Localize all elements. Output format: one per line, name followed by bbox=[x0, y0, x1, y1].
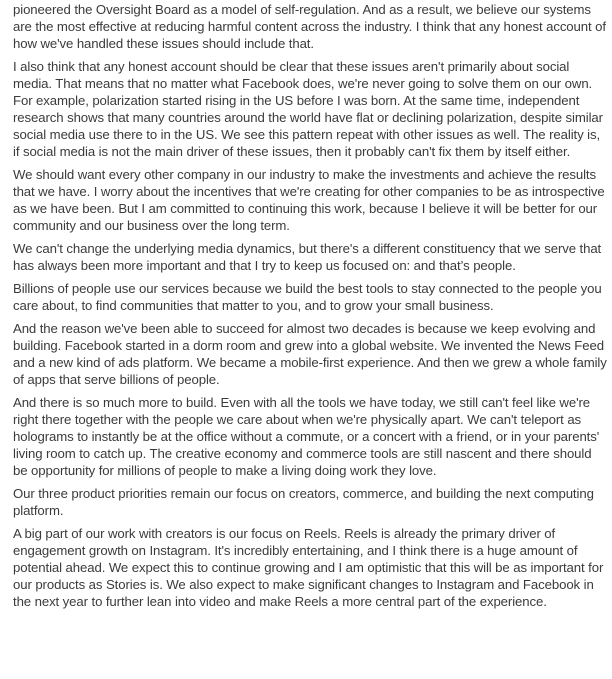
paragraph: We should want every other company in our industry to make the investments and achieve the results that we have. I worry about the incentives that we're creating for other companies to be as introspective as we have been. But I am committed to continuing this work, because I believe it will be better for our community and our business over the long term. bbox=[13, 167, 605, 233]
paragraph: Our three product priorities remain our focus on creators, commerce, and building the next computing platform. bbox=[13, 486, 594, 518]
paragraph: And there is so much more to build. Even with all the tools we have today, we still can't feel like we're right there together with the people we care about when we're physically apart. We can't teleport as holograms to instantly be at the office without a commute, or a concert with a friend, or in your parents' living room to catch up. The creative economy and commerce tools are still nascent and there should be opportunity for millions of people to make a living doing work they love. bbox=[13, 395, 600, 478]
paragraph: pioneered the Oversight Board as a model of self-regulation. And as a result, we believe our systems are the most effective at reducing harmful content across the industry. I think that any honest account of how we've handled these issues should include that. bbox=[13, 2, 606, 51]
paragraph: We can't change the underlying media dynamics, but there's a different constituency that we serve that has always been more important and that I try to keep us focused on: and that’s people. bbox=[13, 241, 602, 273]
paragraph: And the reason we've been able to succeed for almost two decades is because we keep evolving and building. Facebook started in a dorm room and grew into a global website. We invented the News Feed and a new kind of ads platform. We became a mobile-first experience. And then we grew a whole family of apps that serve billions of people. bbox=[13, 321, 607, 387]
paragraph: Billions of people use our services because we build the best tools to stay connected to the people you care about, to find communities that matter to you, and to grow your small business. bbox=[13, 281, 602, 313]
paragraph: I also think that any honest account should be clear that these issues aren't primarily about social media. That means that no matter what Facebook does, we're never going to solve them on our own. For example, polarization started rising in the US before I was born. At the same time, independent research shows that many countries around the world have flat or declining polarization, despite similar social media use there to in the US. We see this pattern repeat with other issues as well. The reality is, if social media is not the main driver of these issues, then it probably can't fix them by itself either. bbox=[13, 59, 603, 159]
paragraph: A big part of our work with creators is our focus on Reels. Reels is already the primary driver of engagement growth on Instagram. It's incredibly entertaining, and I think there is a huge amount of potential ahead. We expect this to continue growing and I am optimistic that this will be as important for our products as Stories is. We also expect to make significant changes to Instagram and Facebook in the next year to further lean into video and make Reels a more central part of the experience. bbox=[13, 526, 604, 609]
